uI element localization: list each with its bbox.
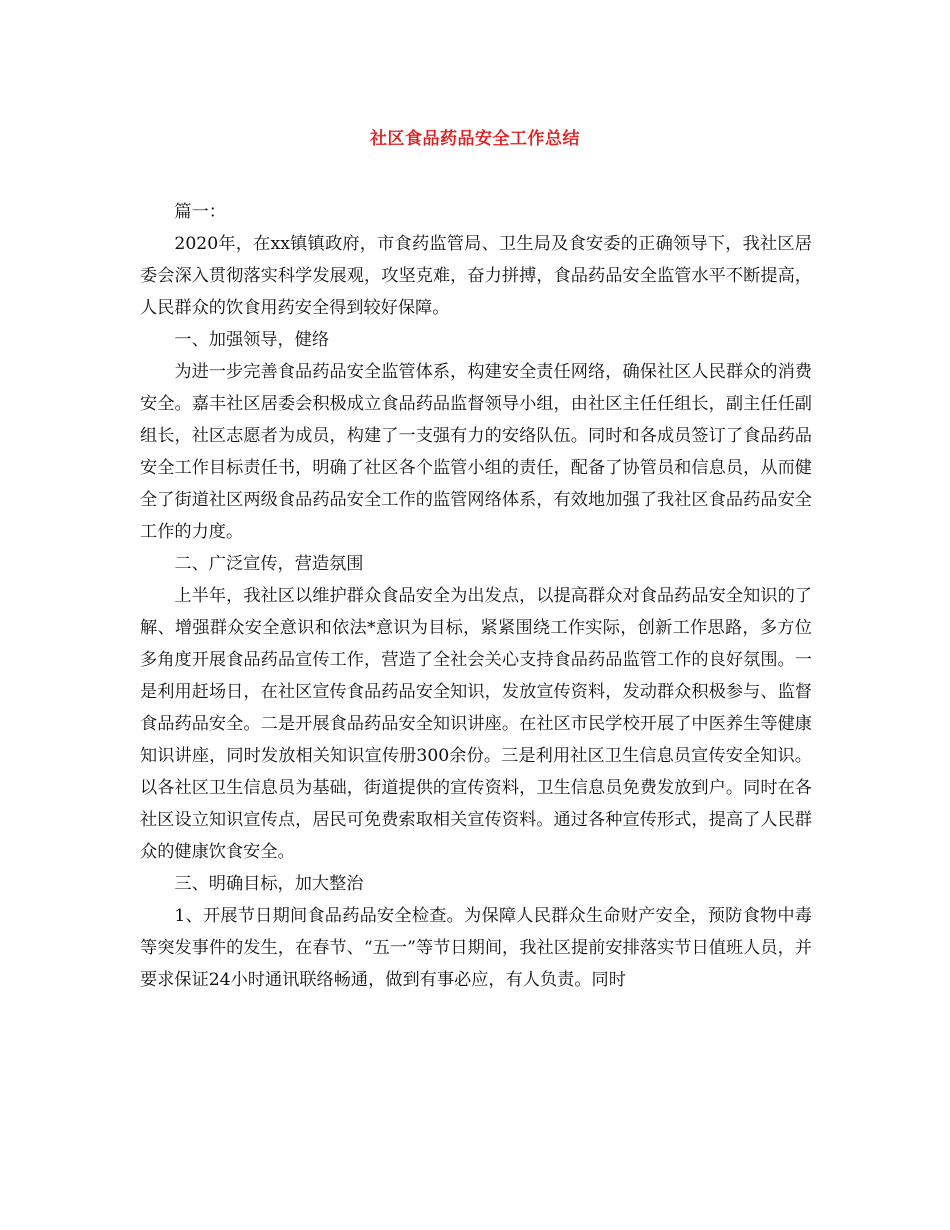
heading-section-3: 三、明确目标，加大整治 bbox=[174, 874, 364, 894]
document-body bbox=[140, 196, 812, 996]
paragraph-intro: 2020年，在xx镇镇政府，市食药监管局、卫生局及食安委的正确领导下，我社区居委会深入贯彻落实科学发展观，攻坚克难，奋力拼搏，食品药品安全监管水平不断提高，人民群众的饮食用药安全得到较好保障。 bbox=[140, 234, 812, 318]
paragraph-section-2: 上半年，我社区以维护群众食品安全为出发点，以提高群众对食品药品安全知识的了解、增强群众安全意识和依法*意识为目标，紧紧围绕工作实际，创新工作思路，多方位多角度开展食品药品宣传工作，营造了全社会关心支持食品药品监管工作的良好氛围。一是利用赶场日，在社区宣传食品药品安全知识，发放宣传资料，发动群众积极参与、监督食品药品安全。二是开展食品药品安全知识讲座。在社区市民学校开展了中医养生等健康知识讲座，同时发放相关知识宣传册300余份。三是利用社区卫生信息员宣传安全知识。以各社区卫生信息员为基础，街道提供的宣传资料，卫生信息员免费发放到户。同时在各社区设立知识宣传点，居民可免费索取相关宣传资料。通过各种宣传形式，提高了人民群众的健康饮食安全。 bbox=[140, 586, 812, 862]
paragraph-section-3-item-1: 1、开展节日期间食品药品安全检查。为保障人民群众生命财产安全，预防食物中毒等突发事件的发生，在春节、“五一”等节日期间，我社区提前安排落实节日值班人员，并要求保证24小时通讯联络畅通，做到有事必应，有人负责。同时 bbox=[140, 906, 812, 990]
heading-section-2: 二、广泛宣传，营造氛围 bbox=[174, 554, 364, 574]
heading-section-1: 一、加强领导，健络 bbox=[174, 330, 330, 350]
document-title: 社区食品药品安全工作总结 bbox=[370, 129, 580, 149]
paragraph-section-1: 为进一步完善食品药品安全监管体系，构建安全责任网络，确保社区人民群众的消费安全。嘉丰社区居委会积极成立食品药品监督领导小组，由社区主任任组长，副主任任副组长，社区志愿者为成员，构建了一支强有力的安络队伍。同时和各成员签订了食品药品安全工作目标责任书，明确了社区各个监管小组的责任，配备了协管员和信息员，从而健全了街道社区两级食品药品安全工作的监管网络体系，有效地加强了我社区食品药品安全工作的力度。 bbox=[140, 362, 812, 542]
paragraph-section-label: 篇一： bbox=[174, 202, 226, 222]
